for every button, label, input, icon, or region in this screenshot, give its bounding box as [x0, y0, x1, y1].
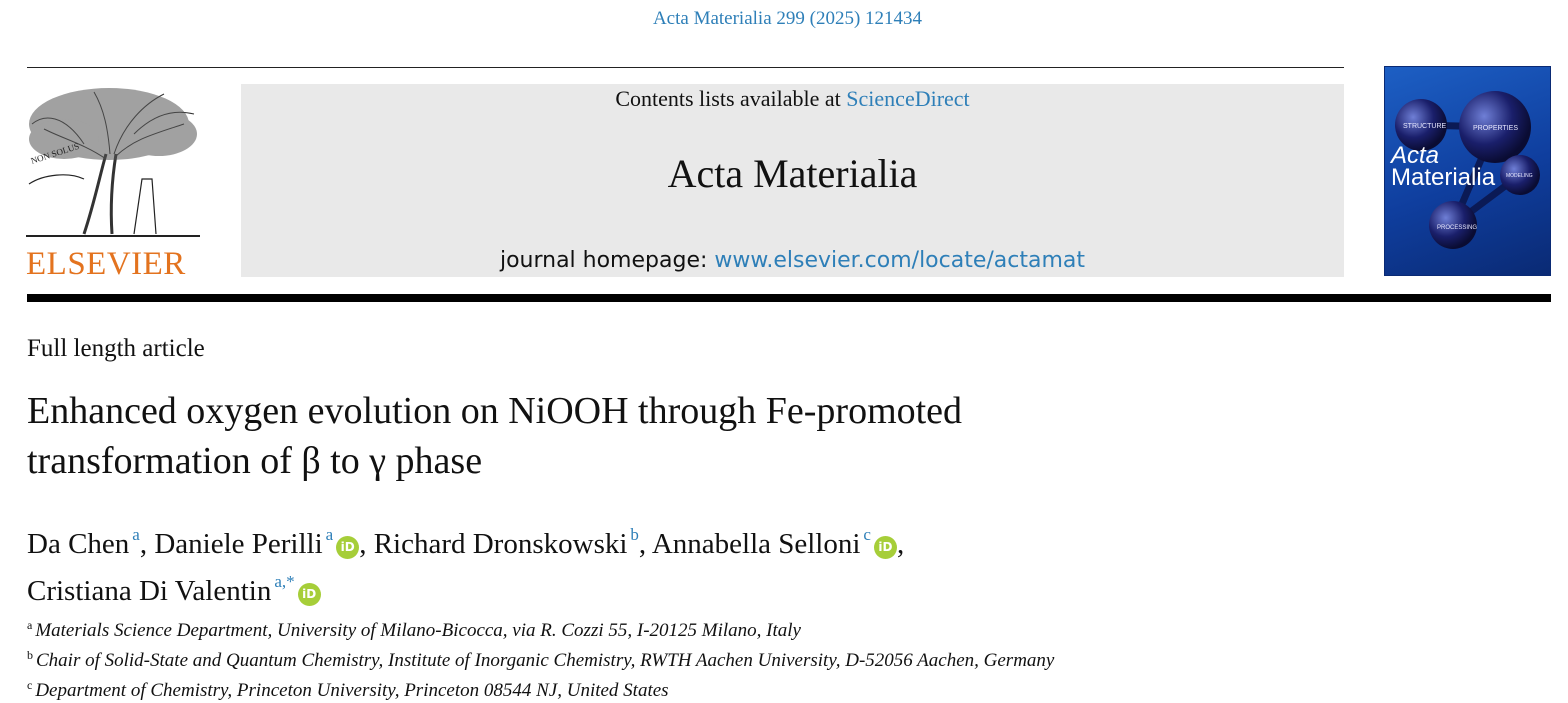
orcid-icon[interactable]: iD [874, 536, 897, 559]
cover-title-line1: Acta [1391, 142, 1440, 169]
author-affiliation-marker[interactable]: a [325, 525, 334, 544]
title-line-2: transformation of β to γ phase [27, 440, 483, 482]
logo-motto: NON SOLUS [29, 140, 81, 166]
article-title [27, 386, 1177, 486]
author-affiliation-marker[interactable]: b [630, 525, 639, 544]
author-separator: , [638, 528, 652, 560]
affiliation-list [27, 613, 1054, 703]
affiliation-text: Department of Chemistry, Princeton University, Princeton 08544 NJ, United States [35, 680, 669, 701]
affiliation-item [27, 643, 1054, 673]
elsevier-logo[interactable] [24, 84, 202, 280]
header-divider [27, 294, 1551, 302]
author-affiliation-marker[interactable]: a [132, 525, 140, 544]
author-separator: , [359, 528, 374, 560]
journal-banner [241, 84, 1344, 277]
affiliation-text: Chair of Solid-State and Quantum Chemistry, Institute of Inorganic Chemistry, RWTH Aachen University, D-52056 Aachen, Germany [36, 650, 1055, 671]
author-name[interactable]: Richard Dronskowski [373, 528, 628, 560]
journal-cover-thumbnail[interactable] [1384, 66, 1551, 276]
author-affiliation-marker[interactable]: a,* [274, 572, 295, 591]
author-list [27, 516, 1227, 610]
affiliation-text: Materials Science Department, University of Milano-Bicocca, via R. Cozzi 55, I-20125 Milano, Italy [35, 620, 801, 641]
affiliation-key: b [27, 648, 33, 662]
contents-prefix: Contents lists available at [615, 86, 847, 111]
top-divider [27, 67, 1344, 68]
cover-label-processing: PROCESSING [1437, 225, 1478, 231]
article-type: Full length article [27, 335, 205, 362]
cover-title [1391, 142, 1496, 191]
cover-label-structure: STRUCTURE [1403, 123, 1447, 130]
affiliation-key: a [27, 618, 33, 632]
elsevier-wordmark: ELSEVIER [26, 246, 186, 282]
author-affiliation-marker[interactable]: c [863, 525, 871, 544]
affiliation-key: c [27, 678, 33, 692]
cover-label-properties: PROPERTIES [1473, 125, 1518, 132]
orcid-icon[interactable]: iD [298, 583, 321, 606]
author-separator: , [896, 528, 905, 560]
affiliation-item [27, 613, 1054, 643]
affiliation-item [27, 673, 1054, 703]
title-line-1: Enhanced oxygen evolution on NiOOH through Fe-promoted [27, 390, 963, 432]
sciencedirect-link[interactable]: ScienceDirect [846, 86, 970, 111]
journal-citation[interactable]: Acta Materialia 299 (2025) 121434 [652, 8, 923, 29]
cover-label-modeling: MODELING [1506, 173, 1533, 179]
homepage-prefix: journal homepage: [499, 248, 715, 273]
journal-homepage-link[interactable]: www.elsevier.com/locate/actamat [714, 248, 1086, 273]
orcid-icon[interactable]: iD [336, 536, 359, 559]
author-name[interactable]: Annabella Selloni [651, 528, 861, 560]
contents-line [241, 86, 1344, 112]
tree-of-knowledge-icon [24, 84, 202, 244]
author-name[interactable]: Cristiana Di Valentin [27, 575, 272, 607]
cover-title-line2: Materialia [1391, 164, 1496, 191]
homepage-line [241, 248, 1344, 273]
author-separator: , [139, 528, 155, 560]
author-name[interactable]: Daniele Perilli [154, 528, 323, 560]
author-name[interactable]: Da Chen [27, 528, 130, 560]
journal-name: Acta Materialia [667, 151, 918, 196]
